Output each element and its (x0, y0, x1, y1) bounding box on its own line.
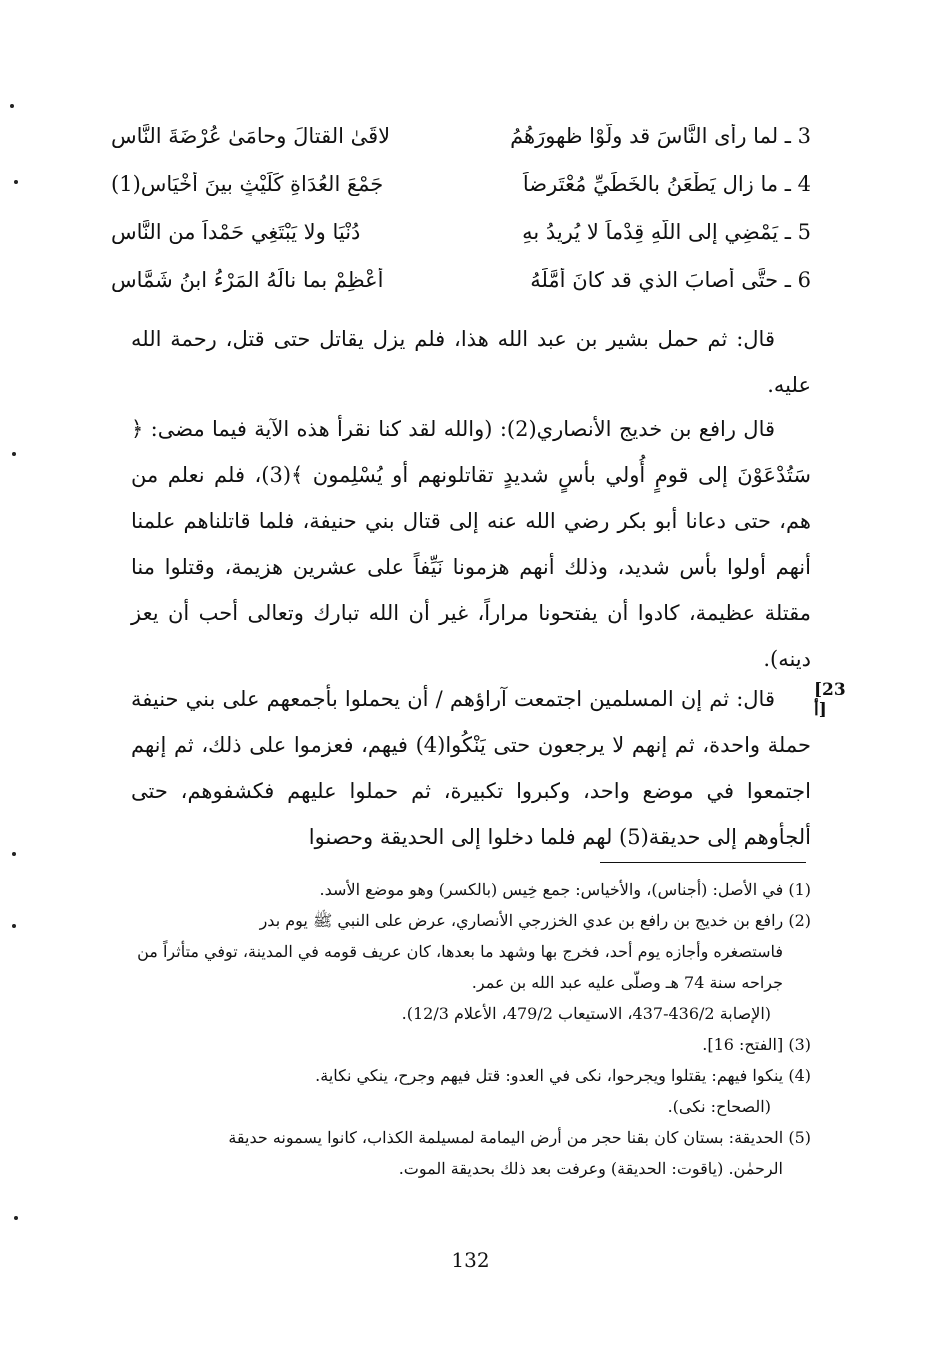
footnote-text: (3) [الفتح: 16]. (702, 1035, 811, 1054)
footnote-4 (121, 1060, 811, 1122)
scan-speck (14, 1216, 18, 1220)
verse-second-hemistich: لاقَىٰ القتالَ وحامَىٰ عُرْضَةَ النَّاسِ (111, 124, 391, 148)
verse-second-hemistich: أعْظِمْ بما نالَهُ المَرْءُ ابنُ شَمَّاسِ (111, 268, 384, 292)
paragraph-text: قال رافع بن خديج الأنصاري(2): (والله لقد كنا نقرأ هذه الآية فيما مضى: ﴿ سَتُدْعَوْنَ إلى قومٍ أُولي بأسٍ شديدٍ تقاتلونهم أو يُسْلِمون ﴾(3)، فلم نعلم من هم، حتى دعانا أبو بكر رضي الله عنه إلى قتال بني حنيفة، فلما قاتلناهم علمنا أنهم أولوا بأس شديد، وذلك أنهم هزمونا نَيِّفاً على عشرين هزيمة، وقتلوا منا مقتلة عظيمة، كادوا أن يفتحونا مراراً، غير أن الله تبارك وتعالى أحب أن يعز دينه). (131, 417, 811, 671)
verse (111, 112, 811, 160)
footnote-text: (5) الحديقة: بستان كان بقنا حجر من أرض اليمامة لمسيلمة الكذاب، كانوا يسمونه حديقة (228, 1128, 811, 1147)
scan-speck (12, 924, 16, 928)
footnote-separator (600, 862, 806, 863)
scan-speck (10, 104, 14, 108)
footnote-continuation: الرحمٰن. (ياقوت: الحديقة) وعرفت بعد ذلك بحديقة الموت. (398, 1159, 783, 1178)
scan-speck (12, 452, 16, 456)
footnote-reference: (الصحاح: نكى). (667, 1097, 771, 1116)
footnote-reference: (الإصابة 436/2-437، الاستيعاب 479/2، الأعلام 12/3). (401, 1004, 771, 1023)
scan-speck (12, 852, 16, 856)
verse-second-hemistich: جَمْعَ العُدَاةِ كَلَيْثٍ بينَ أَخْيَاسِ(1) (111, 172, 384, 196)
footnote-text: (1) في الأصل: (أجناس)، والأخياس: جمع خِيس (بالكسر) وهو موضع الأسد. (319, 880, 811, 899)
paragraph-charge (131, 676, 811, 860)
paragraph-text: قال: ثم إن المسلمين اجتمعت آراؤهم / أن يحملوا بأجمعهم على بني حنيفة حملة واحدة، ثم إنهم لا يرجعون حتى يَنْكُوا(4) فيهم، فعزموا على ذلك، ثم إنهم اجتمعوا في موضع واحد، وكبروا تكبيرة، ثم حملوا عليهم فكشفوهم، حتى ألجأوهم إلى حديقة(5) لهم فلما دخلوا إلى الحديقة وحصنوا (131, 687, 812, 849)
marginal-folio-note: [23 أ] (814, 680, 846, 720)
footnote-2 (121, 905, 811, 1029)
verse-first-hemistich: 6 ـ حتَّى أصابَ الذي قد كانَ أَمَّلَهُ (530, 268, 811, 292)
footnote-continuation: فاستصغره وأجازه يوم أحد، فخرج بها وشهد ما بعدها، كان عريف قومه في المدينة، توفي متأثراً من جراحه سنة 74 هـ وصلّى عليه عبد الله بن عمر. (137, 942, 783, 992)
footnote-5 (121, 1122, 811, 1184)
verse-first-hemistich: 5 ـ يَمْضِي إلى اللّهِ قِدْماً لا يُرِيدُ بهِ (522, 220, 811, 244)
verse (111, 208, 811, 256)
verse (111, 256, 811, 304)
verse-first-hemistich: 4 ـ ما زال يَطْعَنُ بالخَطِّيِّ مُعْتَرِضاً (522, 172, 811, 196)
footnote-text: (4) ينكوا فيهم: يقتلوا ويجرحوا، نكى في العدو: قتل فيهم وجرح، ينكي نكاية. (315, 1066, 811, 1085)
paragraph-text: قال: ثم حمل بشير بن عبد الله هذا، فلم يزل يقاتل حتى قتل، رحمة الله عليه. (131, 327, 811, 397)
footnote-1 (121, 874, 811, 905)
verse (111, 160, 811, 208)
footnotes (121, 874, 811, 1184)
paragraph-bashir (131, 316, 811, 408)
poem (111, 112, 811, 304)
footnote-3 (121, 1029, 811, 1060)
paragraph-rafi (131, 406, 811, 682)
scan-speck (14, 180, 18, 184)
page-number: 132 (451, 1248, 490, 1272)
footnote-text: (2) رافع بن خديج بن رافع بن عدي الخزرجي الأنصاري، عرض على النبي ﷺ يوم بدر (259, 911, 811, 930)
verse-second-hemistich: دُنْيَا ولا يَبْتَغِي حَمْداً من النَّاسِ (111, 220, 361, 244)
verse-first-hemistich: 3 ـ لما رأى النَّاسَ قد ولَّوْا ظهورَهُمُ (510, 124, 811, 148)
